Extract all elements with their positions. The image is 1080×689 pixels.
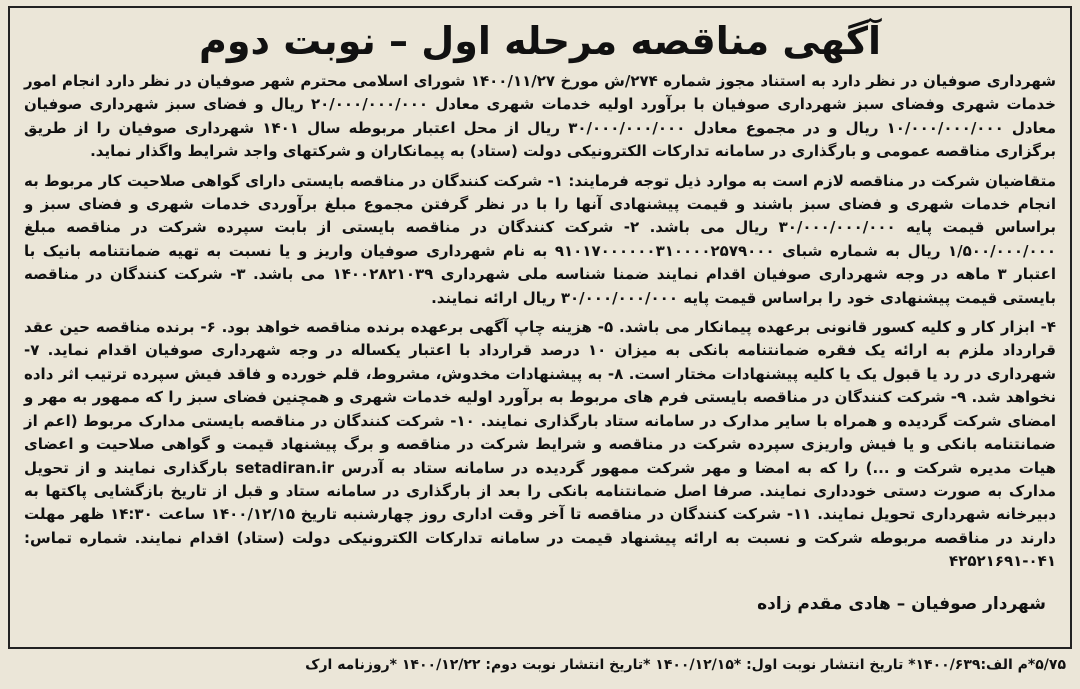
ad-rules-paragraph: ۴- ابزار کار و کلیه کسور قانونی برعهده پیمانکار می باشد. ۵- هزینه چاپ آگهی برعهده برنده مناقصه خواهد بود. ۶- برنده مناقصه حین عقد قرارداد ملزم به ارائه یک فقره ضمانتنامه بانکی به میزان ۱۰ درصد قرارداد با اعتبار یکساله در وجه شهرداری صوفیان اقدام نماید. ۷- شهرداری در رد یا قبول یک یا کلیه پیشنهادات مختار است. ۸- به پیشنهادات مخدوش، مشروط، قلم خورده و فاقد فیش سپرده ترتیب اثر داده نخواهد شد. ۹- شرکت کنندگان در مناقصه بایستی فرم های مربوط به برآورد اولیه خدمات شهری و همچنین فضای سبز را که ممهور به مهر و امضای شرکت گردیده و همراه با سایر مدارک در سامانه ستاد بارگذاری نمایند. ۱۰- شرکت کنندگان در مناقصه بایستی مدارک مربوط (اعم از ضمانتنامه بانکی و یا فیش واریزی سپرده شرکت در مناقصه و شرایط شرکت در مناقصه و برگ پیشنهاد قیمت و گواهی صلاحیت و اعضای هیات مدیره شرکت و ...) را که به امضا و مهر شرکت ممهور گردیده در سامانه ستاد به آدرس setadiran.ir بارگذاری نمایند و از تحویل مدارک به صورت دستی خودداری نمایند. صرفا اصل ضمانتنامه بانکی را بعد از بارگذاری در سامانه ستاد و قبل از تاریخ بازگشایی پاکتها به دبیرخانه شهرداری تحویل نمایند. ۱۱- شرکت کنندگان در مناقصه تا آخر وقت اداری روز چهارشنبه تاریخ ۱۴۰۰/۱۲/۱۵ ساعت ۱۴:۳۰ ظهر مهلت دارند در مناقصه مربوطه شرکت و نسبت به ارائه پیشنهاد قیمت در سامانه تدارکات الکترونیکی دولت (ستاد) اقدام نمایند. شماره تماس: ۰۴۱-۴۲۵۲۱۶۹۱ — [24, 318, 1057, 571]
publication-footer: ۵/۷۵*م الف:۱۴۰۰/۶۳۹* تاریخ انتشار نوبت اول: *۱۴۰۰/۱۲/۱۵ *تاریخ انتشار نوبت دوم: ۱۴۰۰/۱۲/۲۲ *روزنامه ارک — [305, 657, 1066, 673]
ad-signature: شهردار صوفیان – هادی مقدم زاده — [757, 593, 1046, 614]
ad-title: آگهی مناقصه مرحله اول – نوبت دوم — [199, 19, 881, 63]
ad-conditions-paragraph: متقاضیان شرکت در مناقصه لازم است به موارد ذیل توجه فرمایند: ۱- شرکت کنندگان در مناقصه بایستی دارای گواهی صلاحیت کار مربوط به انجام خدمات شهری و فضای سبز باشند و قیمت پیشنهادی آنها را با در نظر گرفتن مجموع مبلغ برآوردی خدمات شهری و فضای سبز و براساس قیمت پایه ۳۰/۰۰۰/۰۰۰/۰۰۰ ریال می باشد. ۲- شرکت کنندگان در مناقصه بایستی از بابت سپرده شرکت در مناقصه مبلغ ۱/۵۰۰/۰۰۰/۰۰۰ ریال به شماره شبای ۹۱۰۱۷۰۰۰۰۰۰۳۱۰۰۰۰۲۵۷۹۰۰۰ به نام شهرداری صوفیان واریز و یا نسبت به تهیه ضمانتنامه بانیک با اعتبار ۳ ماهه در وجه شهرداری صوفیان اقدام نمایند ضمنا شناسه ملی شهرداری ۱۴۰۰۲۸۲۱۰۳۹ می باشد. ۳- شرکت کنندگان در مناقصه بایستی قیمت پیشنهادی خود را براساس قیمت پایه ۳۰/۰۰۰/۰۰۰/۰۰۰ ریال ارائه نمایند. — [24, 171, 1057, 307]
tender-advertisement — [8, 6, 1072, 649]
ad-intro-paragraph: شهرداری صوفیان در نظر دارد به استناد مجوز شماره ۲۷۴/ش مورخ ۱۴۰۰/۱۱/۲۷ شورای اسلامی محترم شهر صوفیان در نظر دارد انجام امور خدمات شهری وفضای سبز شهرداری صوفیان با برآورد اولیه خدمات شهری معادل ۲۰/۰۰۰/۰۰۰/۰۰۰ ریال و فضای سبز شهرداری صوفیان معادل ۱۰/۰۰۰/۰۰۰/۰۰۰ ریال و در مجموع معادل ۳۰/۰۰۰/۰۰۰/۰۰۰ ریال از محل اعتبار مربوطه سال ۱۴۰۱ شهرداری صوفیان را از طریق برگزاری مناقصه عمومی و بارگذاری در سامانه تدارکات الکترونیکی دولت (ستاد) به پیمانکاران و شرکتهای واجد شرایط واگذار نماید. — [24, 72, 1057, 161]
